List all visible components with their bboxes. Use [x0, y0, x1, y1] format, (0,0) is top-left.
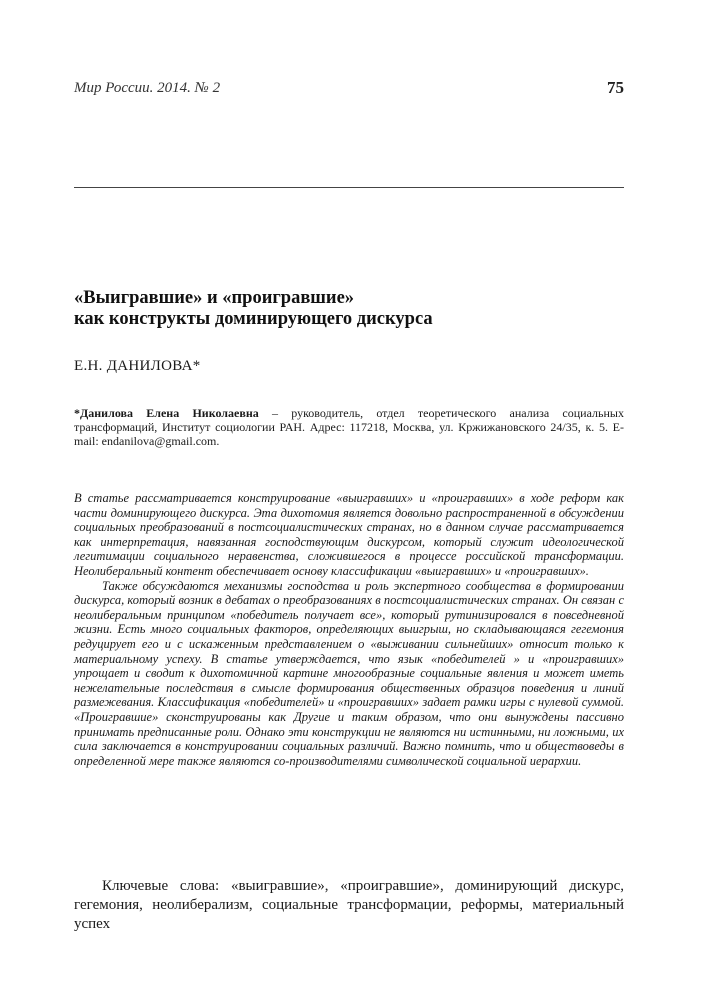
affiliation-name: *Данилова Елена Николаевна [74, 406, 259, 420]
title-line-1: «Выигравшие» и «проигравшие» [74, 288, 355, 308]
abstract-paragraph-2: Также обсуждаются механизмы господства и роль экспертного сообщества в формировании дискурса, который возник в дебатах о преобразованиях в постсоциалистических странах. Он связан с неолиберальным принципом «победитель получает все», который рутинизировался в повседневной жизни. Есть много социальных факторов, определяющих выигрыш, но складывающаяся гегемония редуцирует его и с искаженным представлением о «выживании сильнейших» относит только к материальному успеху. В статье утверждается, что язык «победителей » и «проигравших» упрощает и сводит к дихотомичной картине многообразные социальные явления и может иметь нежелательные последствия в смысле формирования общественных образцов поведения и линий размежевания. Классификация «победителей» и «проигравших» задает рамки игры с нулевой суммой. «Проигравшие» сконструированы как Другие и таким образом, что они вынуждены пассивно принимать предписанные роли. Однако эти конструкции не являются ни истинными, ни ложными, их сила заключается в конструировании социальных различий. Важно помнить, что и обществоведы в определенной мере также являются со-производителями символической социальной иерархии. [74, 578, 624, 768]
abstract-paragraph-1: В статье рассматривается конструирование «выигравших» и «проигравших» в ходе реформ как части доминирующего дискурса. Эта дихотомия является довольно распространенной в обсуждении социальных преобразований в постсоциалистических странах, но в данном случае рассматривается как интерпретация, навязанная господствующим дискурсом, который служит идеологической легитимации социального неравенства, сложившегося в процессе российской трансформации. Неолиберальный контент обеспечивает основу классификации «выигравших» и «проигравших». [74, 491, 624, 578]
title-line-2: как конструкты доминирующего дискурса [74, 309, 433, 329]
author-name: Е.Н. ДАНИЛОВА* [74, 358, 201, 374]
article-title [74, 288, 634, 330]
page-number: 75 [607, 78, 624, 97]
affiliation-text: – руководитель, отдел теоретического анализа социальных трансформаций, Институт социологии РАН. Адрес: 117218, Москва, ул. Кржижановского 24/35, к. 5. E-mail: endanilova@gmail.com. [74, 406, 624, 448]
header-divider [74, 187, 624, 188]
running-head: Мир России. 2014. № 2 [74, 80, 221, 96]
abstract [74, 491, 624, 768]
keywords: Ключевые слова: «выигравшие», «проигравшие», доминирующий дискурс, гегемония, неолиберализм, социальные трансформации, реформы, материальный успех [74, 878, 624, 932]
author-affiliation [74, 406, 624, 448]
